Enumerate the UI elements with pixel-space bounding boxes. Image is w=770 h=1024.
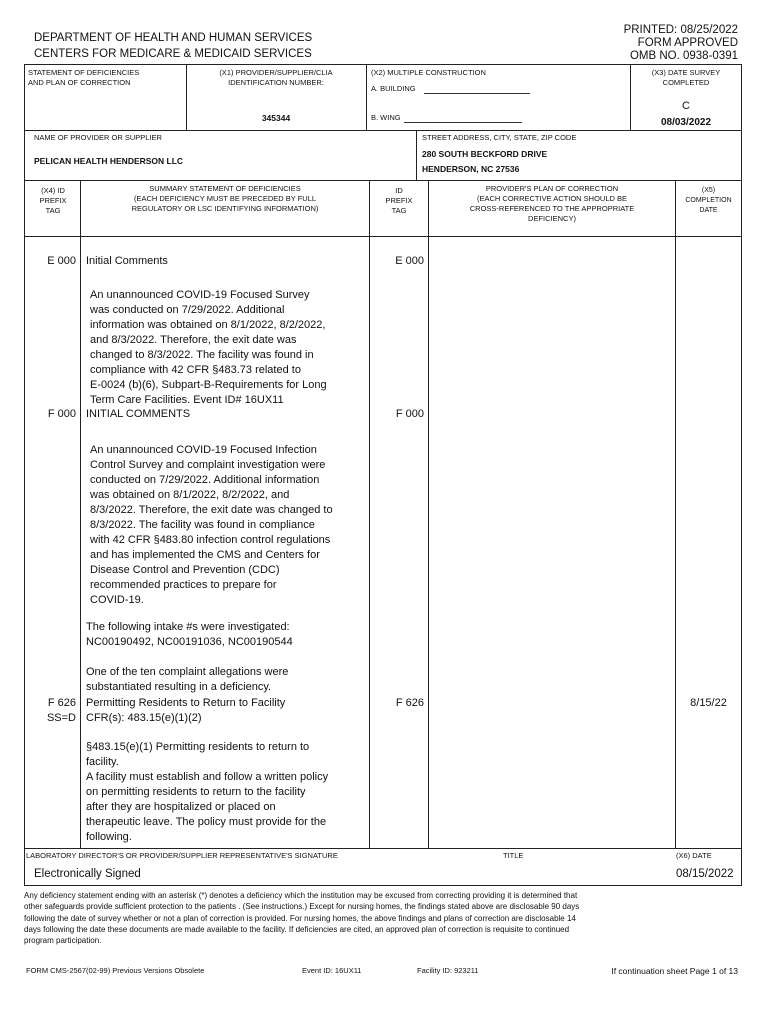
omb-number: OMB NO. 0938-0391 [629,50,738,62]
rule-col-summary [369,180,370,848]
signature-value: Electronically Signed [34,868,141,880]
x2-label: (X2) MULTIPLE CONSTRUCTION [371,68,486,77]
building-field [424,93,530,94]
row-tag-f000: F 000 [47,408,76,420]
rule-left [24,64,25,885]
col-header-plan: PROVIDER'S PLAN OF CORRECTION (EACH CORRECTIVE ACTION SHOULD BE CROSS-REFERENCED TO THE APPROPRIATE DEFICIENCY) [469,184,635,223]
col-header-id: ID PREFIX TAG [385,186,413,215]
row-title-f626: Permitting Residents to Return to Facility CFR(s): 483.15(e)(1)(2) [86,697,286,724]
form-approved: FORM APPROVED [637,37,738,49]
footer-event-id: Event ID: 16UX11 [302,966,362,975]
footer-form-number: FORM CMS-2567(02-99) Previous Versions Obsolete [26,966,205,975]
rule-col-id [428,180,429,848]
disclaimer-text: Any deficiency statement ending with an asterisk (*) denotes a deficiency which the institution may be excused from correcting providing it is determined that other safeguards provide sufficient protection to the patients . (See instructions.) Except for nursing homes, the findings stated above are disclosable 90 days following the date of survey whether or not a plan of correction is provided. For nursing homes, the above findings and plans of correction are disclosable 14 days following the date these documents are made available to the facility. If deficiencies are cited, an approved plan of correction is requisite to continued program participation. [24,891,580,946]
rule-id-3 [630,64,631,130]
statement-label: STATEMENT OF DEFICIENCIES AND PLAN OF CORRECTION [28,68,140,87]
rule-top [24,64,742,65]
row-tag-e000: E 000 [47,255,76,267]
printed-date: PRINTED: 08/25/2022 [623,24,738,36]
row-completion-date-f626: 8/15/22 [690,697,727,709]
x3-date: 08/03/2022 [660,117,712,128]
rule-id-block-bottom [24,130,742,131]
rule-col-x4 [80,180,81,848]
rule-col-plan [675,180,676,848]
row-title-e000: Initial Comments [86,255,168,267]
rule-right [741,64,742,885]
row-title-f000: INITIAL COMMENTS [86,408,191,420]
x1-label: (X1) PROVIDER/SUPPLIER/CLIA IDENTIFICATION NUMBER: [219,68,333,87]
signature-label: LABORATORY DIRECTOR'S OR PROVIDER/SUPPLIER REPRESENTATIVE'S SIGNATURE [26,851,338,860]
department-name: DEPARTMENT OF HEALTH AND HUMAN SERVICES [34,32,313,44]
row-id-f626: F 626 [395,697,424,709]
paragraph-intakes: The following intake #s were investigated: NC00190492, NC00191036, NC00190544 [86,621,293,648]
title-label: TITLE [503,851,524,860]
rule-content-bottom [24,848,742,849]
agency-name: CENTERS FOR MEDICARE & MEDICAID SERVICES [34,48,312,60]
signature-date: 08/15/2022 [676,868,734,880]
row-id-f000: F 000 [395,408,424,420]
street-address: 280 SOUTH BECKFORD DRIVE [422,149,548,159]
paragraph-covid-survey: An unannounced COVID-19 Focused Survey was conducted on 7/29/2022. Additional information was obtained on 8/1/2022, 8/2/2022, and 8/3/2022. Therefore, the exit date was changed to 8/3/2022. The facility was found in compliance with 42 CFR §483.73 related to E-0024 (b)(6), Subpart-B-Requirements for Long Term Care Facilities. Event ID# 16UX11 [90,289,327,406]
rule-id-2 [366,64,367,130]
col-header-x4: (X4) ID PREFIX TAG [39,186,67,215]
rule-provider-bottom [24,180,742,181]
rule-column-header-bottom [24,236,742,237]
address-label: STREET ADDRESS, CITY, STATE, ZIP CODE [422,133,577,142]
rule-id-1 [186,64,187,130]
footer-facility-id: Facility ID: 923211 [417,966,479,975]
provider-name-label: NAME OF PROVIDER OR SUPPLIER [34,133,162,142]
col-header-x5: (X5) COMPLETION DATE [685,187,732,214]
rule-signature-bottom [24,885,742,886]
x1-value: 345344 [261,113,291,123]
row-id-e000: E 000 [395,255,424,267]
city-state-zip: HENDERSON, NC 27536 [422,164,520,174]
row-tag-f626: F 626 SS=D [46,697,76,724]
x3-code: C [682,100,690,112]
signature-date-label: (X6) DATE [676,851,712,860]
footer-page-number: If continuation sheet Page 1 of 13 [611,966,738,976]
paragraph-allegations: One of the ten complaint allegations were substantiated resulting in a deficiency. [86,666,289,693]
rule-provider-split [416,130,417,180]
provider-name: PELICAN HEALTH HENDERSON LLC [34,156,184,166]
paragraph-infection-control: An unannounced COVID-19 Focused Infection Control Survey and complaint investigation were conducted on 7/29/2022. Additional information was obtained on 8/1/2022, 8/2/2022, and 8/3/2022. Therefore, the exit date was changed to 8/3/2022. The facility was found in compliance with 42 CFR §483.80 infection control regulations and has implemented the CMS and Centers for Disease Control and Prevention (CDC) recommended practices to prepare for COVID-19. [90,444,333,606]
wing-field [404,122,522,123]
col-header-summary: SUMMARY STATEMENT OF DEFICIENCIES (EACH DEFICIENCY MUST BE PRECEDED BY FULL REGULATORY OR LSC IDENTIFYING INFORMATION) [131,184,319,213]
wing-label: B. WING [371,113,401,122]
x3-label: (X3) DATE SURVEY COMPLETED [651,68,721,87]
paragraph-regulation: §483.15(e)(1) Permitting residents to return to facility. A facility must establish and follow a written policy on permitting residents to return to the facility after they are hospitalized or placed on therapeutic leave. The policy must provide for the following. [86,741,329,843]
building-label: A. BUILDING [371,84,416,93]
